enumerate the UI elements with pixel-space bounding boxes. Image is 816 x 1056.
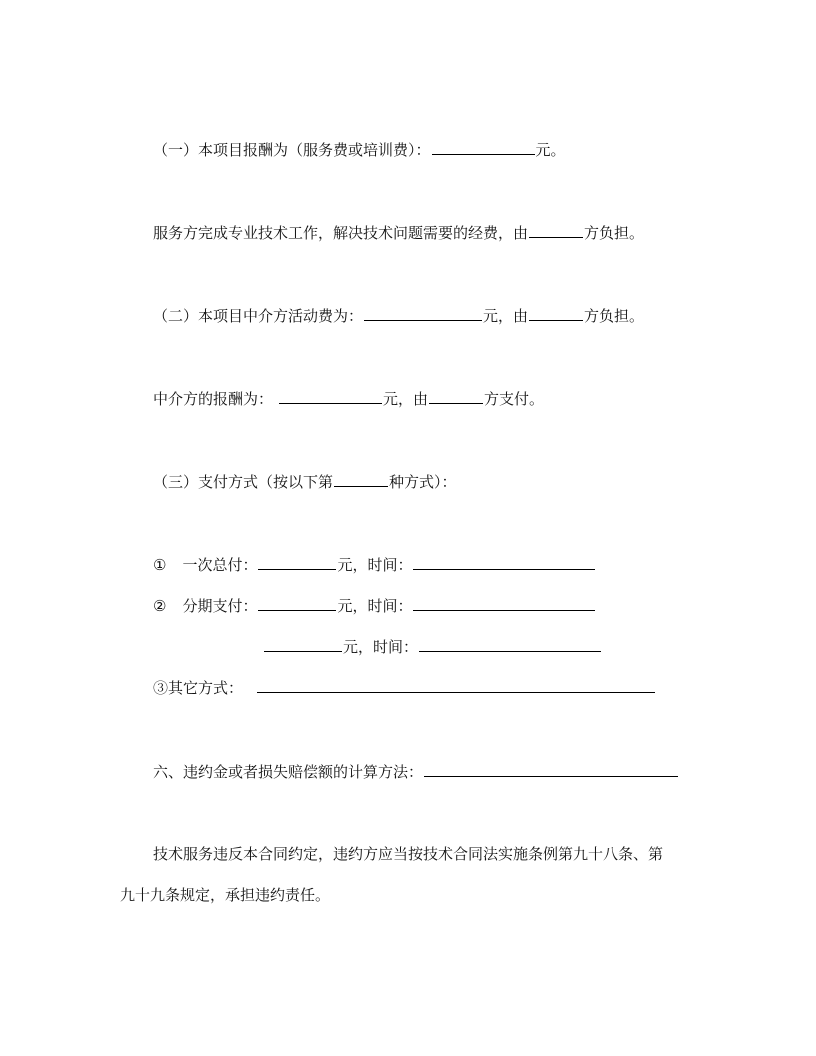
agency-party-blank[interactable] <box>529 305 583 321</box>
payment-method-line <box>153 471 457 492</box>
option3-method-blank[interactable] <box>257 677 655 693</box>
option2b-time-blank[interactable] <box>419 636 601 652</box>
agency-pay-amount-blank[interactable] <box>279 388 382 404</box>
agency-pay-suffix: 方支付。 <box>484 390 545 408</box>
option-installment-line <box>153 595 596 616</box>
fee-prefix: （一）本项目报酬为（服务费或培训费）： <box>153 141 431 159</box>
option-installment-second-line <box>263 636 602 657</box>
liability-text-1: 技术服务违反本合同约定，违约方应当按技术合同法实施条例第九十八条、第 <box>153 845 664 863</box>
option-lump-sum-line <box>153 554 596 575</box>
agency-fee-line <box>153 305 644 326</box>
payment-suffix: 种方式）： <box>389 473 457 491</box>
option1-number: ① <box>153 556 167 574</box>
payment-prefix: （三）支付方式（按以下第 <box>153 473 334 491</box>
option2-label: 分期支付： <box>182 597 258 615</box>
agency-pay-prefix: 中介方的报酬为： <box>153 390 274 408</box>
option2b-mid: 元，时间： <box>343 638 419 656</box>
option2-time-blank[interactable] <box>413 595 595 611</box>
fee-amount-blank[interactable] <box>432 139 535 155</box>
agency-pay-line <box>153 388 544 409</box>
liability-line-2 <box>120 885 330 905</box>
option2-number: ② <box>153 597 167 615</box>
agency-amount-blank[interactable] <box>364 305 482 321</box>
expense-prefix: 服务方完成专业技术工作，解决技术问题需要的经费，由 <box>153 224 529 242</box>
penalty-line <box>153 761 679 782</box>
option2b-amount-blank[interactable] <box>264 636 342 652</box>
expense-party-blank[interactable] <box>529 222 583 238</box>
fee-line <box>153 139 566 160</box>
liability-text-2: 九十九条规定，承担违约责任。 <box>120 886 331 904</box>
liability-line-1 <box>153 844 663 864</box>
agency-mid: 元，由 <box>483 307 529 325</box>
penalty-method-blank[interactable] <box>424 761 678 777</box>
expense-line <box>153 222 644 243</box>
penalty-prefix: 六、违约金或者损失赔偿额的计算方法： <box>153 763 424 781</box>
expense-suffix: 方负担。 <box>584 224 645 242</box>
fee-suffix: 元。 <box>535 141 566 159</box>
option1-time-blank[interactable] <box>413 554 595 570</box>
agency-pay-mid: 元，由 <box>383 390 429 408</box>
option-other-line <box>153 677 656 698</box>
agency-prefix: （二）本项目中介方活动费为： <box>153 307 364 325</box>
option1-amount-blank[interactable] <box>258 554 336 570</box>
payment-option-blank[interactable] <box>334 471 388 487</box>
agency-suffix: 方负担。 <box>584 307 645 325</box>
option1-mid: 元，时间： <box>337 556 413 574</box>
option2-mid: 元，时间： <box>337 597 413 615</box>
option3-label: ③其它方式： <box>153 679 244 697</box>
option2-amount-blank[interactable] <box>258 595 336 611</box>
agency-pay-party-blank[interactable] <box>429 388 483 404</box>
option1-label: 一次总付： <box>182 556 258 574</box>
